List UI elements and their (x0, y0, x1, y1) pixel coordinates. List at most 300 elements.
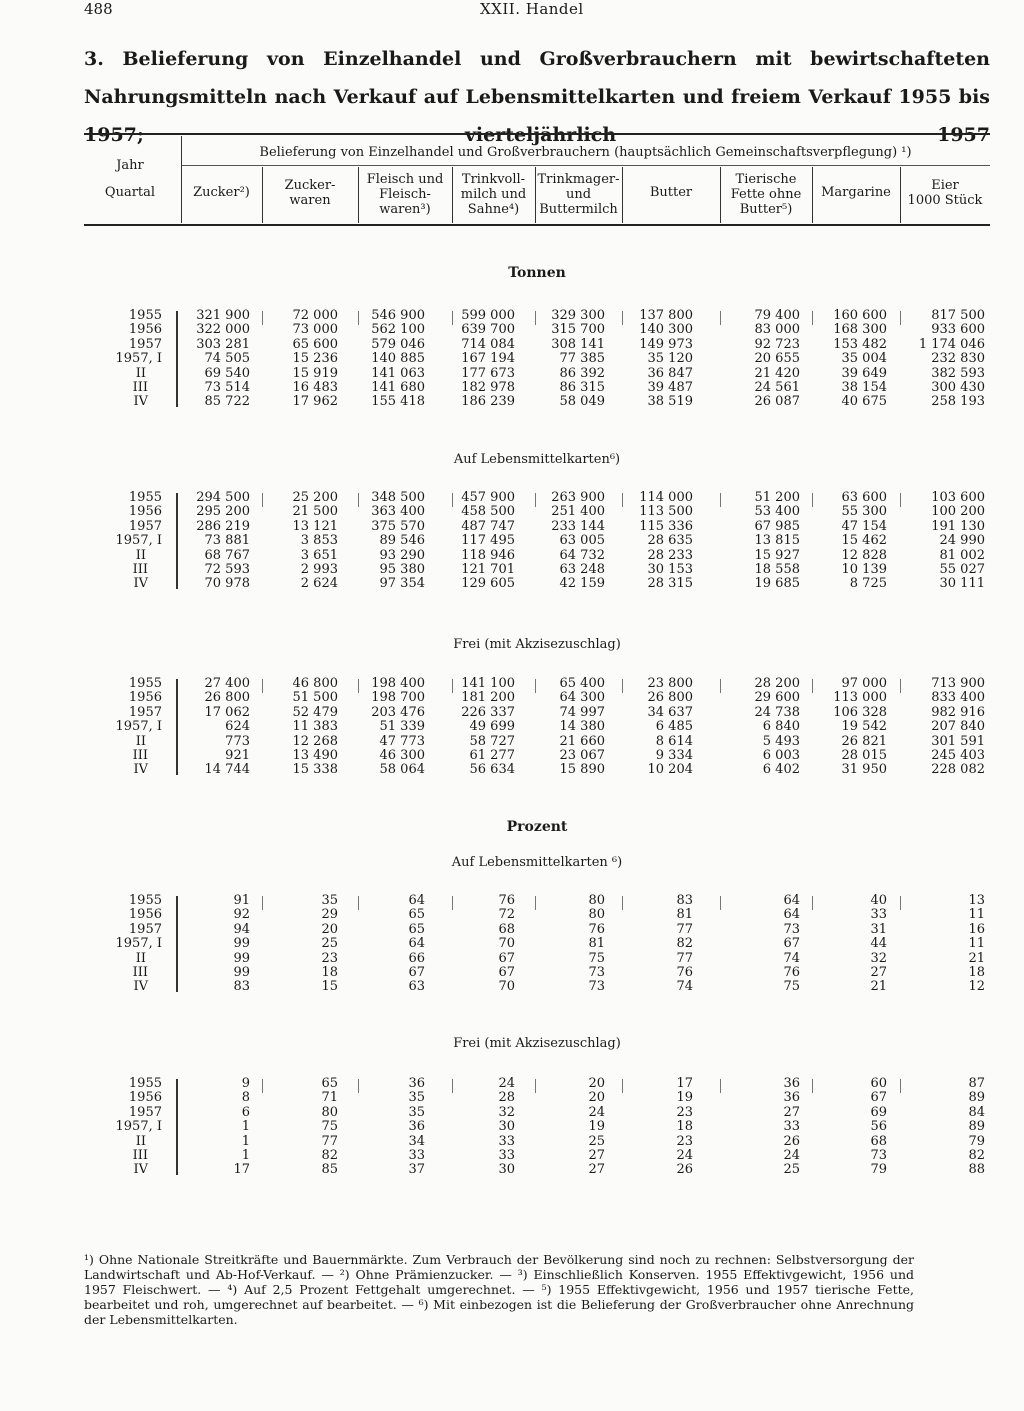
table-cell: 26 087 (754, 394, 800, 410)
table-cell: 99 (233, 964, 250, 980)
column-divider (176, 896, 178, 992)
table-cell: 97 354 (379, 576, 425, 592)
table-cell: 73 (783, 921, 800, 937)
table-cell: 73 514 (204, 379, 250, 395)
table-cell: 67 (498, 964, 515, 980)
table-cell: 38 519 (647, 394, 693, 410)
row-label: 1955 (128, 1076, 162, 1091)
table-cell: 35 120 (647, 351, 693, 367)
table-cell: 113 500 (639, 504, 693, 520)
row-label: II (135, 365, 146, 381)
table-cell: 20 (321, 921, 338, 937)
row-label: II (135, 733, 146, 749)
table-cell: 56 634 (469, 762, 515, 778)
table-cell: 5 493 (762, 733, 800, 749)
table-cell: 24 990 (939, 533, 985, 549)
table-cell: 191 130 (931, 518, 985, 534)
table-cell: 58 727 (469, 733, 515, 749)
column-divider (452, 493, 453, 507)
table-cell: 2 624 (300, 576, 338, 592)
table-cell: 639 700 (461, 322, 515, 338)
table-cell: 11 383 (292, 719, 338, 735)
table-cell: 30 153 (647, 561, 693, 577)
data-column-3 (342, 491, 425, 592)
header-column-divider (812, 167, 813, 223)
table-cell: 64 (408, 893, 425, 908)
table-cell: 76 (676, 964, 693, 980)
table-cell: 18 (321, 964, 338, 980)
table-cell: 39 487 (647, 379, 693, 395)
table-cell: 33 (408, 1147, 425, 1163)
column-header-4 (452, 172, 535, 217)
table-cell: 15 890 (559, 762, 605, 778)
column-divider (262, 896, 263, 910)
table-cell: 24 561 (754, 379, 800, 395)
table-cell: 713 900 (931, 676, 985, 691)
column-header-line: Fette ohne (730, 187, 802, 202)
table-cell: 6 840 (762, 719, 800, 735)
table-cell: 19 (676, 1090, 693, 1106)
table-cell: 833 400 (931, 690, 985, 706)
column-divider (358, 493, 359, 507)
table-cell: 19 685 (754, 576, 800, 592)
data-column-3 (342, 894, 425, 995)
data-column-1 (181, 1077, 250, 1178)
table-cell: 86 392 (559, 365, 605, 381)
table-cell: 36 847 (647, 365, 693, 381)
column-divider (900, 493, 901, 507)
table-cell: 263 900 (551, 490, 605, 505)
table-cell: 258 193 (931, 394, 985, 410)
column-divider (900, 679, 901, 693)
column-divider (720, 679, 721, 693)
table-cell: 375 570 (371, 518, 425, 534)
table-cell: 6 402 (762, 762, 800, 778)
table-cell: 63 248 (559, 561, 605, 577)
table-cell: 21 500 (292, 504, 338, 520)
data-column-2 (262, 677, 338, 778)
table-cell: 55 300 (841, 504, 887, 520)
table-cell: 15 462 (841, 533, 887, 549)
table-cell: 300 430 (931, 379, 985, 395)
header-column-divider (535, 167, 536, 223)
row-label: II (135, 1133, 146, 1149)
table-cell: 79 (968, 1133, 985, 1149)
table-cell: 81 002 (939, 547, 985, 563)
column-header-1 (181, 185, 262, 200)
table-cell: 85 (321, 1162, 338, 1178)
row-label-column (70, 677, 162, 778)
table-cell: 251 400 (551, 504, 605, 520)
table-cell: 100 200 (931, 504, 985, 520)
table-cell: 3 651 (300, 547, 338, 563)
data-column-7 (720, 491, 800, 592)
column-divider (720, 493, 721, 507)
table-cell: 363 400 (371, 504, 425, 520)
column-divider (812, 896, 813, 910)
row-label: 1957, I (115, 351, 162, 367)
table-cell: 19 (588, 1119, 605, 1135)
table-cell: 12 268 (292, 733, 338, 749)
table-cell: 9 (241, 1076, 250, 1091)
table-cell: 121 701 (461, 561, 515, 577)
table-cell: 51 500 (292, 690, 338, 706)
column-header-9 (900, 178, 990, 208)
table-cell: 67 985 (754, 518, 800, 534)
table-cell: 198 700 (371, 690, 425, 706)
table-cell: 68 (870, 1133, 887, 1149)
row-label-column (70, 491, 162, 592)
data-column-6 (620, 491, 693, 592)
data-column-1 (181, 677, 250, 778)
table-cell: 203 476 (371, 704, 425, 720)
table-cell: 95 380 (379, 561, 425, 577)
table-cell: 84 (968, 1104, 985, 1120)
table-cell: 14 380 (559, 719, 605, 735)
column-divider (358, 896, 359, 910)
column-divider (176, 679, 178, 775)
column-divider (622, 896, 623, 910)
table-cell: 177 673 (461, 365, 515, 381)
data-column-9 (900, 309, 985, 410)
data-column-3 (342, 309, 425, 410)
table-cell: 12 828 (841, 547, 887, 563)
table-cell: 27 (783, 1104, 800, 1120)
table-cell: 35 (321, 893, 338, 908)
table-top-rule (84, 133, 990, 135)
table-cell: 322 000 (196, 322, 250, 338)
column-divider (812, 311, 813, 325)
column-header-2 (262, 178, 358, 208)
table-cell: 36 (408, 1119, 425, 1135)
table-cell: 26 (676, 1162, 693, 1178)
table-cell: 72 593 (204, 561, 250, 577)
table-cell: 18 (968, 964, 985, 980)
table-cell: 65 400 (559, 676, 605, 691)
table-cell: 67 (408, 964, 425, 980)
table-cell: 599 000 (461, 308, 515, 323)
column-header-8 (812, 185, 900, 200)
table-cell: 35 (408, 1104, 425, 1120)
column-divider (535, 311, 536, 325)
table-cell: 60 (870, 1076, 887, 1091)
table-cell: 1 (241, 1119, 250, 1135)
table-cell: 26 800 (204, 690, 250, 706)
table-cell: 93 290 (379, 547, 425, 563)
table-cell: 75 (321, 1119, 338, 1135)
table-cell: 27 (588, 1147, 605, 1163)
table-cell: 329 300 (551, 308, 605, 323)
table-cell: 232 830 (931, 351, 985, 367)
table-cell: 3 853 (300, 533, 338, 549)
data-column-6 (620, 894, 693, 995)
table-cell: 46 800 (292, 676, 338, 691)
column-header-line: Butter (649, 185, 693, 200)
data-column-2 (262, 894, 338, 995)
table-cell: 457 900 (461, 490, 515, 505)
table-cell: 30 (498, 1119, 515, 1135)
table-cell: 11 (968, 907, 985, 923)
table-cell: 16 (968, 921, 985, 937)
header-column-divider (181, 136, 182, 223)
table-cell: 140 300 (639, 322, 693, 338)
row-label: III (132, 747, 148, 763)
section-unit-heading: Prozent (506, 819, 568, 835)
table-cell: 1 (241, 1133, 250, 1149)
header-column-divider (262, 167, 263, 223)
table-cell: 55 027 (939, 561, 985, 577)
data-column-2 (262, 1077, 338, 1178)
data-column-5 (535, 491, 605, 592)
table-cell: 64 (783, 893, 800, 908)
row-label-column (70, 309, 162, 410)
row-label: II (135, 547, 146, 563)
row-label: 1957 (128, 921, 162, 937)
table-cell: 245 403 (931, 747, 985, 763)
data-column-6 (620, 309, 693, 410)
column-divider (535, 493, 536, 507)
row-label: III (132, 964, 148, 980)
data-column-9 (900, 1077, 985, 1178)
table-cell: 21 (968, 950, 985, 966)
table-cell: 106 328 (833, 704, 887, 720)
table-cell: 52 479 (292, 704, 338, 720)
table-cell: 97 000 (841, 676, 887, 691)
section-subtitle: Auf Lebensmittelkarten⁶) (453, 452, 621, 467)
table-cell: 579 046 (371, 336, 425, 352)
table-cell: 115 336 (639, 518, 693, 534)
table-cell: 181 200 (461, 690, 515, 706)
row-label: 1956 (128, 1090, 162, 1106)
table-cell: 36 (783, 1090, 800, 1106)
table-cell: 73 (588, 979, 605, 995)
stub-header-quartal: Quartal (104, 185, 156, 200)
column-divider (176, 311, 178, 407)
row-label: IV (133, 762, 148, 778)
table-cell: 32 (870, 950, 887, 966)
row-label: 1957, I (115, 1119, 162, 1135)
table-cell: 30 (498, 1162, 515, 1178)
column-divider (176, 1079, 178, 1175)
row-label: IV (133, 979, 148, 995)
table-cell: 74 505 (204, 351, 250, 367)
table-cell: 65 600 (292, 336, 338, 352)
table-cell: 16 483 (292, 379, 338, 395)
table-cell: 15 919 (292, 365, 338, 381)
table-cell: 76 (588, 921, 605, 937)
table-cell: 25 (321, 936, 338, 952)
table-cell: 47 154 (841, 518, 887, 534)
table-cell: 67 (783, 936, 800, 952)
table-cell: 92 723 (754, 336, 800, 352)
row-label: 1956 (128, 690, 162, 706)
table-cell: 33 (783, 1119, 800, 1135)
data-column-2 (262, 309, 338, 410)
data-column-7 (720, 309, 800, 410)
table-cell: 921 (225, 747, 250, 763)
table-cell: 21 660 (559, 733, 605, 749)
column-divider (900, 1079, 901, 1093)
table-cell: 167 194 (461, 351, 515, 367)
table-cell: 160 600 (833, 308, 887, 323)
table-cell: 26 821 (841, 733, 887, 749)
section-subtitle: Auf Lebensmittelkarten ⁶) (451, 855, 623, 870)
header-column-divider (720, 167, 721, 223)
column-header-3 (358, 172, 452, 217)
row-label: II (135, 950, 146, 966)
data-column-8 (812, 309, 887, 410)
table-cell: 71 (321, 1090, 338, 1106)
column-divider (176, 493, 178, 589)
table-cell: 21 420 (754, 365, 800, 381)
row-label: 1957, I (115, 936, 162, 952)
column-divider (535, 896, 536, 910)
table-cell: 294 500 (196, 490, 250, 505)
table-cell: 74 (783, 950, 800, 966)
table-cell: 36 (783, 1076, 800, 1091)
table-cell: 58 064 (379, 762, 425, 778)
column-divider (622, 1079, 623, 1093)
table-cell: 73 881 (204, 533, 250, 549)
table-cell: 27 (588, 1162, 605, 1178)
table-cell: 182 978 (461, 379, 515, 395)
header-column-divider (358, 167, 359, 223)
data-column-8 (812, 894, 887, 995)
data-column-1 (181, 491, 250, 592)
table-cell: 99 (233, 936, 250, 952)
table-cell: 117 495 (461, 533, 515, 549)
table-cell: 9 334 (655, 747, 693, 763)
table-cell: 18 (676, 1119, 693, 1135)
table-cell: 168 300 (833, 322, 887, 338)
table-cell: 24 (783, 1147, 800, 1163)
table-cell: 20 655 (754, 351, 800, 367)
table-cell: 68 (498, 921, 515, 937)
column-header-line: Sahne⁴) (467, 202, 520, 217)
row-label: 1956 (128, 322, 162, 338)
column-divider (452, 1079, 453, 1093)
table-cell: 129 605 (461, 576, 515, 592)
row-label: 1957, I (115, 719, 162, 735)
section-subtitle: Frei (mit Akzisezuschlag) (453, 1036, 621, 1051)
column-header-line: Trinkmager- (537, 172, 620, 187)
table-cell: 37 (408, 1162, 425, 1178)
table-cell: 35 (408, 1090, 425, 1106)
table-cell: 82 (968, 1147, 985, 1163)
table-cell: 15 236 (292, 351, 338, 367)
table-cell: 73 (588, 964, 605, 980)
data-column-6 (620, 1077, 693, 1178)
column-header-line: Trinkvoll- (461, 172, 526, 187)
column-divider (720, 896, 721, 910)
table-cell: 42 159 (559, 576, 605, 592)
column-divider (622, 679, 623, 693)
header-bottom-rule (84, 224, 990, 226)
row-label: 1955 (128, 308, 162, 323)
table-cell: 382 593 (931, 365, 985, 381)
table-cell: 8 725 (849, 576, 887, 592)
section-unit-heading: Tonnen (508, 265, 566, 281)
row-label: 1957, I (115, 533, 162, 549)
table-cell: 29 (321, 907, 338, 923)
table-cell: 140 885 (371, 351, 425, 367)
table-cell: 28 015 (841, 747, 887, 763)
column-header-line: Zucker²) (193, 185, 250, 200)
table-cell: 153 482 (833, 336, 887, 352)
table-cell: 65 (408, 921, 425, 937)
table-cell: 61 277 (469, 747, 515, 763)
row-label: 1957 (128, 336, 162, 352)
table-cell: 25 (588, 1133, 605, 1149)
table-cell: 40 (870, 893, 887, 908)
column-divider (358, 311, 359, 325)
column-divider (812, 1079, 813, 1093)
table-cell: 27 (870, 964, 887, 980)
table-cell: 47 773 (379, 733, 425, 749)
table-cell: 34 (408, 1133, 425, 1149)
table-cell: 77 (676, 950, 693, 966)
column-header-line: Butter⁵) (739, 202, 793, 217)
table-cell: 72 000 (292, 308, 338, 323)
table-cell: 28 315 (647, 576, 693, 592)
table-cell: 28 635 (647, 533, 693, 549)
row-label: IV (133, 1162, 148, 1178)
table-cell: 6 003 (762, 747, 800, 763)
row-label: 1956 (128, 504, 162, 520)
table-cell: 624 (225, 719, 250, 735)
table-cell: 33 (498, 1147, 515, 1163)
data-column-5 (535, 677, 605, 778)
row-label: 1955 (128, 490, 162, 505)
table-cell: 68 767 (204, 547, 250, 563)
table-cell: 562 100 (371, 322, 425, 338)
table-cell: 63 600 (841, 490, 887, 505)
table-cell: 89 (968, 1090, 985, 1106)
column-divider (452, 679, 453, 693)
table-cell: 26 (783, 1133, 800, 1149)
column-header-7 (720, 172, 812, 217)
table-cell: 141 063 (371, 365, 425, 381)
column-divider (622, 311, 623, 325)
table-cell: 2 993 (300, 561, 338, 577)
table-cell: 69 540 (204, 365, 250, 381)
table-cell: 46 300 (379, 747, 425, 763)
table-cell: 207 840 (931, 719, 985, 735)
table-cell: 80 (588, 893, 605, 908)
table-cell: 28 233 (647, 547, 693, 563)
table-cell: 77 (676, 921, 693, 937)
table-cell: 83 000 (754, 322, 800, 338)
table-cell: 63 (408, 979, 425, 995)
row-label: IV (133, 576, 148, 592)
row-label: 1957 (128, 1104, 162, 1120)
row-label: 1957 (128, 704, 162, 720)
column-header-line: und (565, 187, 592, 202)
column-divider (720, 311, 721, 325)
column-divider (452, 896, 453, 910)
table-cell: 114 000 (639, 490, 693, 505)
table-cell: 817 500 (931, 308, 985, 323)
table-cell: 21 (870, 979, 887, 995)
row-label: 1955 (128, 893, 162, 908)
row-label: III (132, 379, 148, 395)
table-cell: 89 546 (379, 533, 425, 549)
table-cell: 13 815 (754, 533, 800, 549)
table-cell: 18 558 (754, 561, 800, 577)
table-cell: 63 005 (559, 533, 605, 549)
table-cell: 82 (321, 1147, 338, 1163)
table-cell: 10 204 (647, 762, 693, 778)
